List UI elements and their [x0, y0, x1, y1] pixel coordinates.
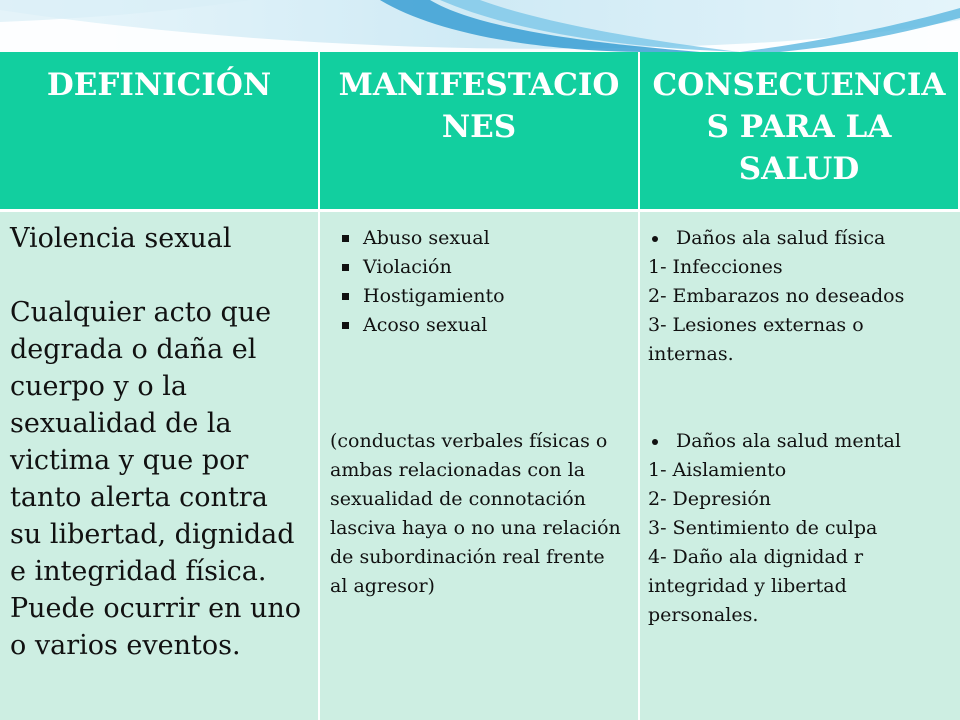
- list-item: Violación: [342, 253, 628, 282]
- list-item: Hostigamiento: [342, 282, 628, 311]
- list-item: 2- Embarazos no deseados: [648, 285, 905, 307]
- list-item: Abuso sexual: [342, 224, 628, 253]
- manifestations-note: (conductas verbales físicas o ambas relacionadas con la sexualidad de connotación lasciva haya o no una relación de subordinación real frente al agresor): [330, 430, 621, 597]
- bullet-icon: [652, 439, 658, 445]
- list-item: 4- Daño ala dignidad r integridad y libertad personales.: [648, 546, 864, 626]
- list-item: 3- Lesiones externas o internas.: [648, 314, 864, 365]
- square-bullet-icon: [342, 322, 349, 329]
- list-item: 1- Aislamiento: [648, 459, 787, 481]
- square-bullet-icon: [342, 293, 349, 300]
- violence-table: [0, 52, 960, 720]
- consequences-cell: [640, 212, 960, 720]
- list-item: 1- Infecciones: [648, 256, 783, 278]
- manifestations-cell: [320, 212, 640, 720]
- list-item: 3- Sentimiento de culpa: [648, 517, 878, 539]
- header-definicion: DEFINICIÓN: [0, 52, 320, 212]
- list-item: 2- Depresión: [648, 488, 772, 510]
- physical-heading: Daños ala salud física: [648, 224, 952, 253]
- list-item: Acoso sexual: [342, 311, 628, 340]
- square-bullet-icon: [342, 235, 349, 242]
- manifestations-list: [330, 224, 628, 340]
- definition-title: Violencia sexual: [10, 223, 232, 254]
- mental-heading: Daños ala salud mental: [648, 427, 952, 456]
- decorative-wave-banner: [0, 0, 960, 52]
- header-consecuencias: CONSECUENCIA S PARA LA SALUD: [640, 52, 960, 212]
- square-bullet-icon: [342, 264, 349, 271]
- bullet-icon: [652, 236, 658, 242]
- definition-cell: [0, 212, 320, 720]
- header-manifestaciones: MANIFESTACIO NES: [320, 52, 640, 212]
- definition-text: Cualquier acto que degrada o daña el cuerpo y o la sexualidad de la victima y que por tanto alerta contra su libertad, dignidad e integridad física. Puede ocurrir en uno o varios eventos.: [10, 297, 302, 661]
